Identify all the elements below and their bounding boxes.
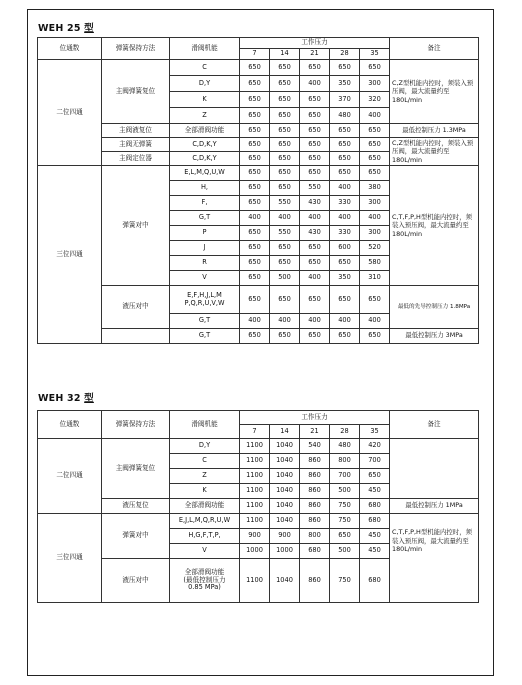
pressure-value: 650	[270, 108, 300, 124]
col-working-pressure: 工作压力	[240, 38, 390, 49]
group-main-hydraulic-reset: 主阀液复位	[102, 124, 170, 138]
remark-cell: C,T,F,P,H型机能内控时，须装入预压阀，最大流量约至180L/min	[390, 514, 479, 603]
pressure-value: 800	[330, 454, 360, 469]
weh32-spec-table	[37, 410, 479, 603]
spool-function: E,F,H,J,L,M P,Q,R,U,V,W	[170, 286, 240, 314]
table-row	[38, 286, 479, 314]
col-position: 位通数	[38, 411, 102, 439]
table-row	[38, 514, 479, 529]
pressure-value: 540	[300, 439, 330, 454]
pressure-value: 1000	[240, 544, 270, 559]
remark-cell: 最低的先导控制压力 1.8MPa	[390, 286, 479, 329]
pressure-value: 480	[330, 439, 360, 454]
pressure-value: 650	[300, 92, 330, 108]
pressure-value: 550	[270, 226, 300, 241]
pressure-value: 650	[360, 60, 390, 76]
pressure-value: 580	[360, 256, 390, 271]
pressure-value: 400	[240, 314, 270, 329]
spool-function: R	[170, 256, 240, 271]
pressure-header: 21	[300, 49, 330, 60]
pressure-value: 550	[270, 196, 300, 211]
pressure-value: 650	[240, 329, 270, 344]
pressure-value: 650	[300, 138, 330, 152]
spool-function: 全部滑阀功能 (最低控制压力 0.85 MPa)	[170, 559, 240, 603]
spool-function: D,Y	[170, 76, 240, 92]
pressure-value: 1000	[270, 544, 300, 559]
spool-function: H,	[170, 181, 240, 196]
pressure-value: 650	[240, 108, 270, 124]
pressure-value: 650	[270, 181, 300, 196]
pressure-value: 350	[330, 76, 360, 92]
table-row	[38, 124, 479, 138]
pressure-value: 1040	[270, 439, 300, 454]
pressure-value: 400	[300, 76, 330, 92]
table-row	[38, 329, 479, 344]
spool-function: 全部滑阀功能	[170, 499, 240, 514]
pressure-value: 680	[360, 514, 390, 529]
table-row	[38, 499, 479, 514]
group-spring-center: 弹簧对中	[102, 166, 170, 286]
pressure-value: 1100	[240, 499, 270, 514]
pressure-header: 21	[300, 425, 330, 439]
weh25-title: WEH 25 型	[38, 23, 94, 34]
pressure-value: 400	[330, 181, 360, 196]
pressure-value: 1040	[270, 469, 300, 484]
remark-cell: 最低控制压力 1.3MPa	[390, 124, 479, 138]
group-hydraulic-reset: 液压复位	[102, 499, 170, 514]
pressure-value: 330	[330, 196, 360, 211]
pressure-value: 480	[330, 108, 360, 124]
pressure-value: 750	[330, 499, 360, 514]
pressure-value: 860	[300, 499, 330, 514]
pressure-value: 680	[300, 544, 330, 559]
group-locator: 主阀定位器	[102, 152, 170, 166]
pressure-header: 14	[270, 49, 300, 60]
pressure-value: 860	[300, 484, 330, 499]
remark-cell-empty	[390, 439, 479, 499]
pressure-value: 650	[300, 329, 330, 344]
pressure-value: 400	[270, 211, 300, 226]
pressure-value: 650	[300, 124, 330, 138]
pressure-value: 650	[270, 92, 300, 108]
pressure-value: 500	[330, 484, 360, 499]
group-two-position: 二位四通	[38, 60, 102, 166]
spool-function: C,D,K,Y	[170, 138, 240, 152]
col-remarks: 备注	[390, 38, 479, 60]
pressure-value: 400	[300, 211, 330, 226]
pressure-value: 650	[240, 166, 270, 181]
pressure-value: 400	[270, 314, 300, 329]
header-row	[38, 38, 479, 49]
pressure-value: 650	[270, 166, 300, 181]
remark-cell: C,Z型机能内控时，须装入预压阀，最大流量约至180L/min	[390, 60, 479, 124]
pressure-value: 650	[240, 256, 270, 271]
pressure-value: 650	[300, 60, 330, 76]
pressure-value: 300	[360, 226, 390, 241]
pressure-value: 650	[360, 469, 390, 484]
col-remarks: 备注	[390, 411, 479, 439]
group-no-spring: 主阀无弹簧	[102, 138, 170, 152]
pressure-value: 860	[300, 469, 330, 484]
pressure-value: 650	[360, 138, 390, 152]
header-row	[38, 411, 479, 425]
pressure-value: 650	[270, 76, 300, 92]
group-spring-reset: 主阀弹簧复位	[102, 439, 170, 499]
pressure-value: 650	[330, 166, 360, 181]
pressure-value: 1040	[270, 559, 300, 603]
pressure-header: 35	[360, 425, 390, 439]
pressure-header: 7	[240, 49, 270, 60]
table-row	[38, 439, 479, 454]
pressure-value: 350	[330, 271, 360, 286]
pressure-value: 650	[240, 152, 270, 166]
pressure-value: 680	[360, 499, 390, 514]
pressure-value: 650	[360, 152, 390, 166]
spool-function: G,T	[170, 211, 240, 226]
pressure-value: 330	[330, 226, 360, 241]
spool-function: K	[170, 92, 240, 108]
pressure-value: 500	[330, 544, 360, 559]
spool-function: J	[170, 241, 240, 256]
pressure-header: 7	[240, 425, 270, 439]
col-spool-function: 滑阀机能	[170, 411, 240, 439]
pressure-value: 1040	[270, 454, 300, 469]
pressure-value: 310	[360, 271, 390, 286]
spool-function: 全部滑阀功能	[170, 124, 240, 138]
col-spring-method: 弹簧保持方法	[102, 411, 170, 439]
pressure-value: 650	[270, 256, 300, 271]
pressure-value: 320	[360, 92, 390, 108]
spool-function: E,J,L,M,Q,R,U,W	[170, 514, 240, 529]
pressure-value: 650	[270, 329, 300, 344]
pressure-value: 400	[360, 108, 390, 124]
pressure-value: 500	[270, 271, 300, 286]
pressure-value: 400	[240, 211, 270, 226]
pressure-value: 1100	[240, 439, 270, 454]
pressure-value: 400	[330, 211, 360, 226]
pressure-value: 520	[360, 241, 390, 256]
pressure-value: 650	[300, 152, 330, 166]
pressure-value: 650	[240, 241, 270, 256]
spool-function: Z	[170, 469, 240, 484]
pressure-value: 650	[360, 286, 390, 314]
col-spring-method: 弹簧保持方法	[102, 38, 170, 60]
group-hydraulic-center: 液压对中	[102, 286, 170, 329]
table-row	[38, 138, 479, 152]
spool-function: C,D,K,Y	[170, 152, 240, 166]
pressure-value: 650	[360, 124, 390, 138]
spool-function: C	[170, 454, 240, 469]
pressure-value: 1040	[270, 514, 300, 529]
pressure-value: 650	[240, 196, 270, 211]
pressure-value: 650	[270, 60, 300, 76]
pressure-value: 650	[240, 76, 270, 92]
pressure-value: 650	[240, 226, 270, 241]
pressure-value: 700	[360, 454, 390, 469]
pressure-value: 650	[300, 166, 330, 181]
pressure-value: 450	[360, 529, 390, 544]
pressure-value: 1040	[270, 499, 300, 514]
group-spring-reset: 主阀弹簧复位	[102, 60, 170, 124]
pressure-value: 1100	[240, 469, 270, 484]
col-position: 位通数	[38, 38, 102, 60]
pressure-value: 550	[300, 181, 330, 196]
pressure-header: 14	[270, 425, 300, 439]
pressure-value: 650	[240, 138, 270, 152]
pressure-header: 28	[330, 425, 360, 439]
pressure-value: 650	[270, 241, 300, 256]
pressure-value: 650	[240, 286, 270, 314]
col-spool-function: 滑阀机能	[170, 38, 240, 60]
group-three-position: 三位四通	[38, 166, 102, 344]
pressure-value: 860	[300, 559, 330, 603]
pressure-value: 650	[330, 329, 360, 344]
pressure-value: 400	[360, 211, 390, 226]
spool-function: G,T	[170, 329, 240, 344]
pressure-value: 750	[330, 559, 360, 603]
pressure-value: 300	[360, 196, 390, 211]
pressure-value: 1100	[240, 514, 270, 529]
col-working-pressure: 工作压力	[240, 411, 390, 425]
group-hydraulic-center: 液压对中	[102, 559, 170, 603]
pressure-value: 650	[240, 124, 270, 138]
pressure-value: 650	[240, 181, 270, 196]
group-two-position: 二位四通	[38, 439, 102, 514]
pressure-value: 650	[330, 529, 360, 544]
table-row	[38, 166, 479, 181]
pressure-value: 650	[270, 286, 300, 314]
pressure-value: 650	[270, 152, 300, 166]
pressure-value: 400	[330, 314, 360, 329]
table-row	[38, 60, 479, 76]
remark-cell: 最低控制压力 3MPa	[390, 329, 479, 344]
remark-cell: C,T,F,P,H型机能内控时，须装入预压阀，最大流量约至180L/min	[390, 166, 479, 286]
pressure-value: 860	[300, 454, 330, 469]
spool-function: P	[170, 226, 240, 241]
pressure-value: 1040	[270, 484, 300, 499]
group-three-position: 三位四通	[38, 514, 102, 603]
pressure-value: 650	[270, 138, 300, 152]
pressure-value: 370	[330, 92, 360, 108]
pressure-value: 650	[330, 256, 360, 271]
remark-cell: C,Z型机能内控时，须装入预压阀，最大流量约至180L/min	[390, 138, 479, 166]
pressure-value: 650	[330, 138, 360, 152]
pressure-value: 430	[300, 226, 330, 241]
pressure-value: 650	[360, 166, 390, 181]
spool-function: V	[170, 271, 240, 286]
pressure-value: 450	[360, 544, 390, 559]
spool-function: D,Y	[170, 439, 240, 454]
pressure-value: 430	[300, 196, 330, 211]
pressure-value: 1100	[240, 454, 270, 469]
pressure-header: 28	[330, 49, 360, 60]
pressure-value: 700	[330, 469, 360, 484]
spool-function: Z	[170, 108, 240, 124]
pressure-value: 650	[300, 108, 330, 124]
pressure-value: 900	[240, 529, 270, 544]
weh32-title: WEH 32 型	[38, 393, 94, 404]
pressure-value: 600	[330, 241, 360, 256]
pressure-value: 650	[360, 329, 390, 344]
spool-function: V	[170, 544, 240, 559]
pressure-value: 750	[330, 514, 360, 529]
pressure-value: 650	[240, 92, 270, 108]
pressure-value: 860	[300, 514, 330, 529]
weh25-spec-table	[37, 37, 479, 344]
pressure-value: 650	[300, 286, 330, 314]
spool-function: C	[170, 60, 240, 76]
pressure-header: 35	[360, 49, 390, 60]
pressure-value: 900	[270, 529, 300, 544]
pressure-value: 450	[360, 484, 390, 499]
pressure-value: 650	[330, 124, 360, 138]
spool-function: K	[170, 484, 240, 499]
pressure-value: 800	[300, 529, 330, 544]
pressure-value: 400	[300, 314, 330, 329]
pressure-value: 650	[330, 286, 360, 314]
pressure-value: 650	[240, 60, 270, 76]
pressure-value: 650	[240, 271, 270, 286]
group-spring-center: 弹簧对中	[102, 514, 170, 559]
pressure-value: 650	[300, 256, 330, 271]
pressure-value: 300	[360, 76, 390, 92]
spool-function: H,G,F,T,P,	[170, 529, 240, 544]
spool-function: E,L,M,Q,U,W	[170, 166, 240, 181]
remark-cell: 最低控制压力 1MPa	[390, 499, 479, 514]
pressure-value: 380	[360, 181, 390, 196]
pressure-value: 1100	[240, 559, 270, 603]
pressure-value: 400	[300, 271, 330, 286]
spool-function: F,	[170, 196, 240, 211]
pressure-value: 650	[330, 152, 360, 166]
pressure-value: 650	[330, 60, 360, 76]
pressure-value: 420	[360, 439, 390, 454]
pressure-value: 1100	[240, 484, 270, 499]
spool-function: G,T	[170, 314, 240, 329]
pressure-value: 680	[360, 559, 390, 603]
pressure-value: 650	[300, 241, 330, 256]
pressure-value: 650	[270, 124, 300, 138]
blank-spring-cell	[102, 329, 170, 344]
pressure-value: 400	[360, 314, 390, 329]
